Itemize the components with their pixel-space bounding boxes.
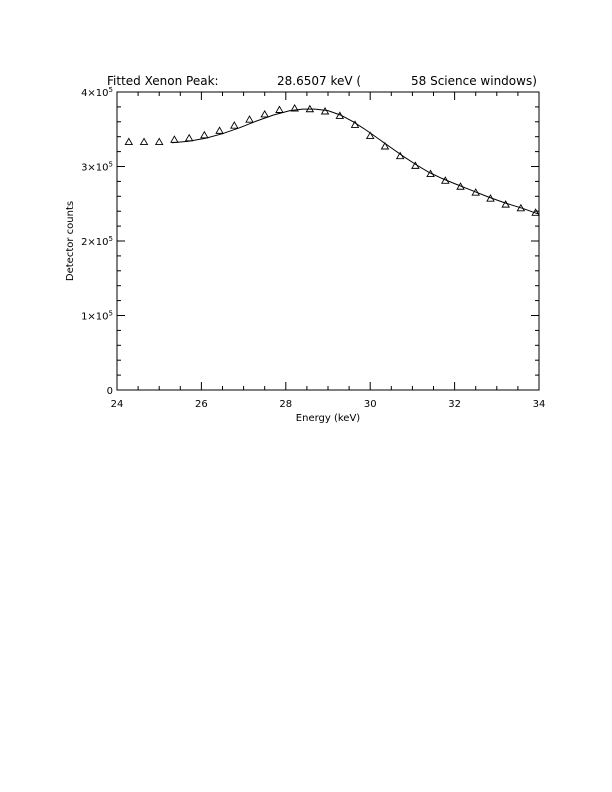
data-point	[186, 135, 193, 141]
data-point	[261, 111, 268, 117]
x-axis-tick-labels	[111, 399, 546, 410]
y-tick-label: 0	[106, 386, 113, 397]
y-axis-ticks	[117, 92, 539, 390]
data-point	[216, 127, 223, 133]
title-part-1: Fitted Xenon Peak:	[107, 74, 219, 88]
data-point	[201, 132, 208, 138]
x-tick-label: 24	[110, 399, 124, 410]
y-axis-label: Detector counts	[65, 200, 76, 282]
x-tick-label: 34	[532, 399, 546, 410]
data-point	[231, 122, 238, 128]
x-axis-ticks	[117, 92, 539, 390]
x-tick-label: 32	[448, 399, 461, 410]
x-tick-label: 30	[363, 399, 377, 410]
data-point	[171, 136, 178, 142]
y-tick-label: $3\times 10^5$	[81, 160, 113, 174]
data-point	[141, 138, 148, 144]
fit-curve	[172, 109, 539, 214]
data-point	[246, 116, 253, 122]
data-point	[125, 138, 132, 144]
y-tick-label: $1\times 10^5$	[81, 309, 113, 323]
data-point	[156, 138, 163, 144]
data-point	[276, 106, 283, 112]
x-tick-label: 26	[195, 399, 208, 410]
plot-frame	[117, 92, 539, 390]
data-markers	[125, 105, 539, 215]
y-axis-tick-labels	[81, 86, 113, 397]
chart-title	[107, 74, 537, 88]
y-tick-label: $2\times 10^5$	[81, 235, 113, 248]
x-axis-label: Energy (keV)	[295, 413, 361, 424]
x-tick-label: 28	[279, 399, 293, 410]
title-part-2: 28.6507 keV (	[277, 74, 362, 88]
y-tick-label: $4\times 10^5$	[81, 86, 113, 99]
title-part-3: 58 Science windows)	[411, 74, 537, 88]
